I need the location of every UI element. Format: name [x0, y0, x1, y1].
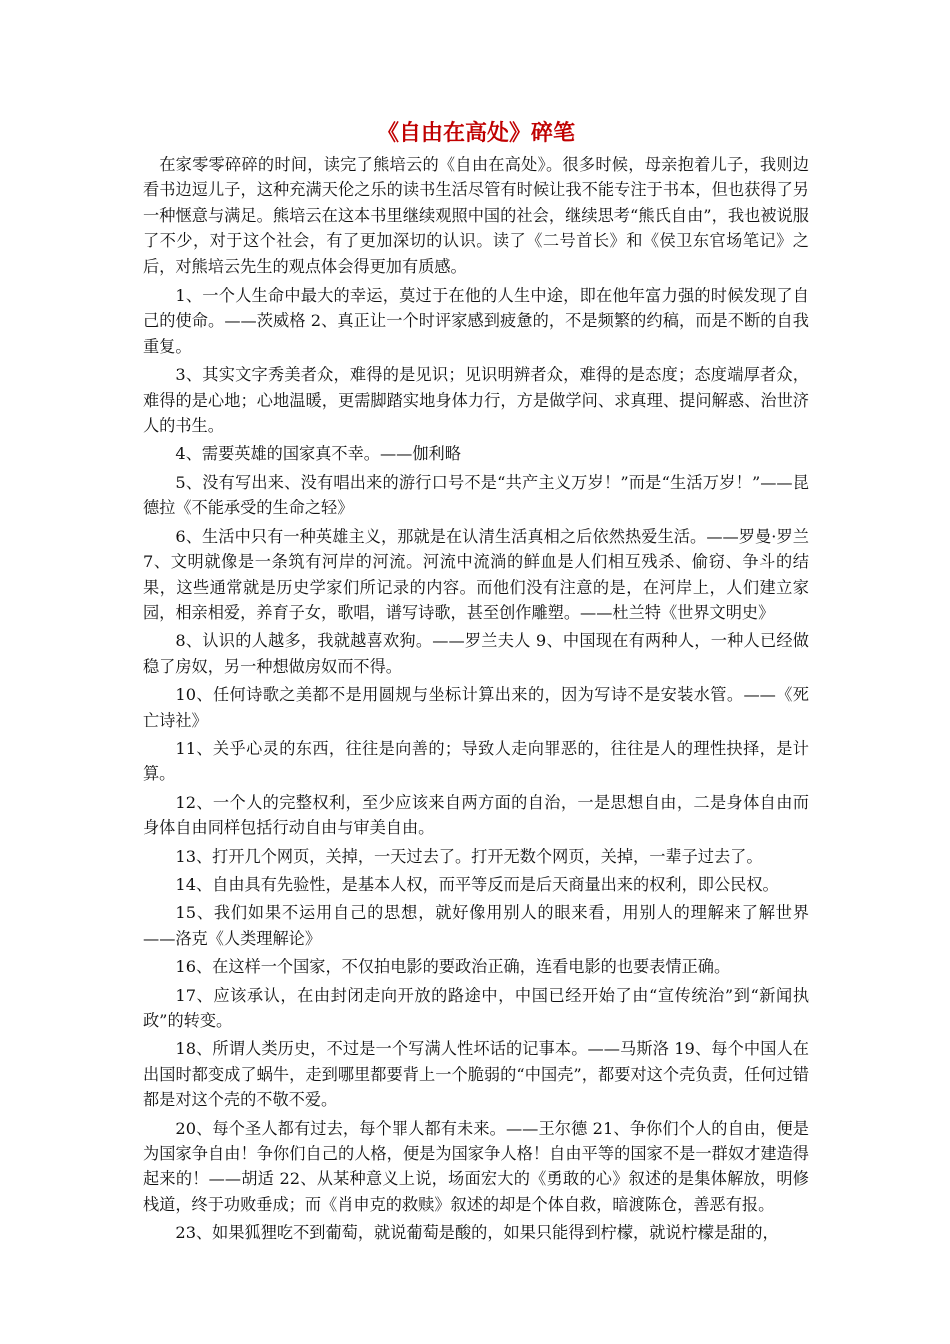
- quote-paragraph-5: 5、没有写出来、没有唱出来的游行口号不是“共产主义万岁！”而是“生活万岁！”——昆德拉《不能承受的生命之轻》: [143, 472, 809, 518]
- quote-paragraph-11: 11、关乎心灵的东西，往往是向善的；导致人走向罪恶的，往往是人的理性抉择，是计算。: [143, 738, 809, 784]
- quote-paragraph-6: 6、生活中只有一种英雄主义，那就是在认清生活真相之后依然热爱生活。——罗曼·罗兰 7、文明就像是一条筑有河岸的河流。河流中流淌的鲜血是人们相互残杀、偷窃、争斗的结果，这些通常就是历史学家们所记录的内容。而他们没有注意的是，在河岸上，人们建立家园，相亲相爱，养育子女，歌唱，谱写诗歌，甚至创作雕塑。——杜兰特《世界文明史》: [143, 526, 809, 622]
- quote-paragraph-17: 17、应该承认，在由封闭走向开放的路途中，中国已经开始了由“宣传统治”到“新闻执政”的转变。: [143, 985, 809, 1030]
- intro-paragraph: 在家零零碎碎的时间，读完了熊培云的《自由在高处》。很多时候，母亲抱着儿子，我则边看书边逗儿子，这种充满天伦之乐的读书生活尽管有时候让我不能专注于书本，但也获得了另一种惬意与满足。熊培云在这本书里继续观照中国的社会，继续思考“熊氏自由”，我也被说服了不少，对于这个社会，有了更加深切的认识。读了《二号首长》和《侯卫东官场笔记》之后，对熊培云先生的观点体会得更加有质感。: [143, 155, 809, 276]
- quote-paragraph-16: 16、在这样一个国家，不仅拍电影的要政治正确，连看电影的也要表情正确。: [175, 957, 731, 977]
- quote-paragraph-1: 1、一个人生命中最大的幸运，莫过于在他的人生中途，即在他年富力强的时候发现了自己的使命。——茨威格 2、真正让一个时评家感到疲惫的，不是频繁的约稿，而是不断的自我重复。: [143, 286, 809, 356]
- document-title: 《自由在高处》碎笔: [376, 120, 575, 146]
- quote-paragraph-18: 18、所谓人类历史，不过是一个写满人性坏话的记事本。——马斯洛 19、每个中国人在出国时都变成了蜗牛，走到哪里都要背上一个脆弱的“中国壳”，都要对这个壳负责，任何过错都是对这个壳的不敬不爱。: [143, 1039, 809, 1110]
- quote-paragraph-12: 12、一个人的完整权利，至少应该来自两方面的自治，一是思想自由，二是身体自由而身体自由同样包括行动自由与审美自由。: [143, 792, 809, 838]
- quote-paragraph-8: 8、认识的人越多，我就越喜欢狗。——罗兰夫人 9、中国现在有两种人，一种人已经做稳了房奴，另一种想做房奴而不得。: [143, 631, 809, 676]
- document-page: [143, 118, 809, 1249]
- quote-paragraph-15: 15、我们如果不运用自己的思想，就好像用别人的眼来看，用别人的理解来了解世界——洛克《人类理解论》: [143, 903, 809, 948]
- quote-paragraph-10: 10、任何诗歌之美都不是用圆规与坐标计算出来的，因为写诗不是安装水管。——《死亡诗社》: [143, 685, 809, 730]
- quote-paragraph-23: 23、如果狐狸吃不到葡萄，就说葡萄是酸的，如果只能得到柠檬，就说柠檬是甜的，: [175, 1223, 779, 1243]
- quote-paragraph-14: 14、自由具有先验性，是基本人权，而平等反而是后天商量出来的权利，即公民权。: [175, 874, 779, 894]
- quote-paragraph-20: 20、每个圣人都有过去，每个罪人都有未来。——王尔德 21、争你们个人的自由，便是为国家争自由！争你们自己的人格，便是为国家争人格！自由平等的国家不是一群奴才建造得起来的！——胡适 22、从某种意义上说，场面宏大的《勇敢的心》叙述的是集体解放，明修栈道，终于功败垂成；而《肖申克的救赎》叙述的却是个体自救，暗渡陈仓，善恶有报。: [143, 1118, 809, 1214]
- quote-paragraph-13: 13、打开几个网页，关掉，一天过去了。打开无数个网页，关掉，一辈子过去了。: [175, 846, 763, 866]
- quote-paragraph-4: 4、需要英雄的国家真不幸。——伽利略: [175, 444, 461, 464]
- quote-paragraph-3: 3、其实文字秀美者众，难得的是见识；见识明辨者众，难得的是态度；态度端厚者众，难得的是心地；心地温暖，更需脚踏实地身体力行，方是做学问、求真理、提问解惑、治世济人的书生。: [143, 365, 809, 436]
